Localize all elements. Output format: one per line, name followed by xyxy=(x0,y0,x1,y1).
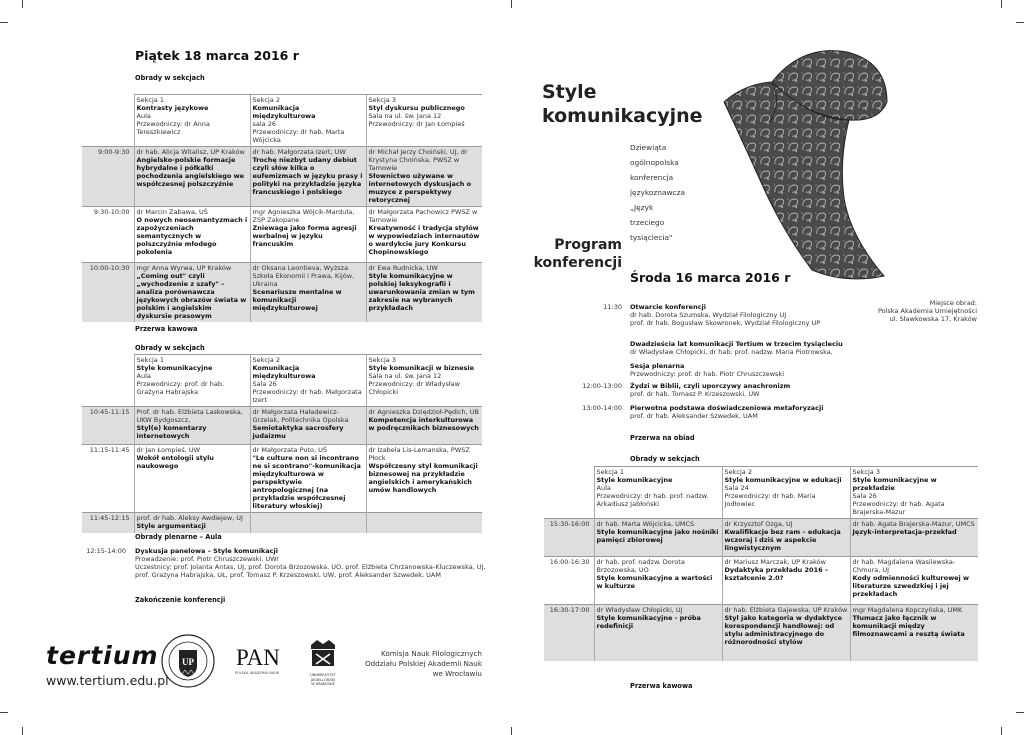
talk-cell: dr Małgorzata Puto, UŚ "Le culture non si incontrano ne si scontrano"-komunikacja międzykulturowa w perspektywie antropologicznej (na przykładzie współczesnej literatury włoskiej) xyxy=(250,445,366,513)
talk-cell: mgr Agnieszka Wójcik-Marduła, ZSP Zakopane Zniewaga jako forma agresji werbalnej w języku francuskim xyxy=(250,207,366,263)
schedule-row xyxy=(544,605,978,661)
talk-cell: dr hab. Elżbieta Gajewska, UP Kraków Styl jako kategoria w dydaktyce korespondencji handlowej: od stylu administracyjnego do różnorodności stylów xyxy=(722,605,850,661)
talk-cell: dr Małgorzata Pachowicz PWSZ w Tarnowie Kreatywność i tradycja stylów w wypowiedziach internautów o werdykcie jury Konkursu Chopinowskiego xyxy=(366,207,482,263)
talk-cell: dr hab. Agata Brajerska-Mazur, UMCS Język-interpretacja-przekład xyxy=(850,519,978,557)
section-1-header: Sekcja 1 Style komunikacyjne Aula Przewodniczy: dr hab. prof. nadzw. Arkadiusz Jabłoński xyxy=(594,467,722,519)
talk-cell: dr Władysław Chłopicki, UJ Style komunikacyjne - próba redefinicji xyxy=(594,605,722,661)
section-header-row xyxy=(82,355,482,407)
talk-cell: dr Izabela Lis-Lemanska, PWSZ Płock Współczesny styl komunikacji biznesowej na przykładzie angielskich i amerykańskich umów handlowych xyxy=(366,445,482,513)
pan-caption: POLSKA AKADEMIA NAUK xyxy=(235,671,280,675)
schedule-row xyxy=(544,519,978,557)
wednesday-title: Środa 16 marca 2016 r xyxy=(630,270,791,285)
tertium-logo: tertium xyxy=(46,641,159,670)
talk-cell: prof. dr hab. Aleksy Awdiejew, UJ Style argumentacji xyxy=(134,513,250,533)
schedule-row xyxy=(82,407,482,445)
commission-info: Komisja Nauk Filologicznych Oddziału Polskiej Akademii Nauk we Wrocławiu xyxy=(364,649,482,678)
schedule-row xyxy=(82,147,482,207)
section-1-header: Sekcja 1 Kontrasty językowe Aula Przewodniczy: dr Anna Tereszkiewicz xyxy=(134,95,250,147)
talk-cell: mgr Anna Wyrwa, UP Kraków „Coming out" czyli „wychodzenie z szafy" – analiza porównawcza językowych obrazów świata w polskim i angielskim dyskursie prasowym xyxy=(134,263,250,323)
schedule-row xyxy=(82,513,482,533)
talk-cell: mgr Magdalena Kopczyńska, UMK Tłumacz jako łącznik w komunikacji między filmoznawcami a resztą świata xyxy=(850,605,978,661)
section-3-header: Sekcja 3 Style komunikacji w biznesie Sala na ul. św. Jana 12 Przewodniczy: dr Władysław Chłopicki xyxy=(366,355,482,407)
time-slot: 12:00-13:00 xyxy=(582,382,622,390)
talk-cell: dr hab. Marta Wójcicka, UMCS Style komunikacyjne jako nośniki pamięci zbiorowej xyxy=(594,519,722,557)
talk-cell: dr Agnieszka Dziędzioł-Pędich, UB Kompetencja interkulturowa w podręcznikach biznesowych xyxy=(366,407,482,445)
talk-cell: dr hab. Alicja Witalisz, UP Kraków Angielsko-polskie formacje hybrydalne i półkalki pochodzenia angielskiego we współczesnej polszczyźnie xyxy=(134,147,250,207)
talk-cell: dr Krzysztof Ozga, UJ Kwalifikacje bez ram – edukacja wczoraj i dziś w aspekcie lingwistycznym xyxy=(722,519,850,557)
time-slot: 11:45-12:15 xyxy=(82,513,134,533)
schedule-row xyxy=(82,207,482,263)
plenary-session-block: Sesja plenarna Przewodniczy: prof. dr hab. Piotr Chruszczewski xyxy=(630,362,785,378)
coffee-break-label-2: Przerwa kawowa xyxy=(630,682,693,690)
time-slot: 15:30-16:00 xyxy=(544,519,594,557)
plenary-talk-1: Żydzi w Biblii, czyli uporczywy anachronizm prof. dr hab. Tomasz P. Krzeszowski, UW xyxy=(630,382,791,398)
plenary-panel: Dyskusja panelowa – Style komunikacji Prowadzenie: prof. Piotr Chruszczewski, UWr Uczestnicy: prof. Jolanta Antas, UJ, prof. Dorota Brzozowska, UO, prof. Elżbieta Chrzanowska-Kluczewska, UJ, prof. Grażyna Habrajska, UŁ, prof. Tomasz P. Krzeszowski, UW, prof. Aleksander Szwedek, UAM xyxy=(135,547,486,579)
pan-logo: PAN xyxy=(236,645,280,670)
time-slot: 13:00-14:00 xyxy=(582,404,622,412)
uj-caption: UNIWERSYTET JAGIELLOŃSKI W KRAKOWIE xyxy=(310,673,336,687)
uj-crest-icon xyxy=(306,637,340,671)
section-header-row xyxy=(544,467,978,519)
anniversary-block: Dwadzieścia lat komunikacji Tertium w trzecim tysiącleciu dr Władysław Chłopicki, dr hab. prof. nadzw. Maria Piotrowska, xyxy=(630,340,843,356)
schedule-row xyxy=(544,557,978,605)
tertium-url[interactable]: www.tertium.edu.pl xyxy=(46,673,169,688)
section-3-header: Sekcja 3 Style komunikacyjne w przekładzie Sala 26 Przewodniczy: dr hab. Agata Brajerska-Mazur xyxy=(850,467,978,519)
friday-schedule-morning xyxy=(82,94,482,322)
program-title: Program konferencji xyxy=(533,237,622,271)
section-1-header: Sekcja 1 Style komunikacyjne Aula Przewodniczy: prof. dr hab. Grażyna Habrajska xyxy=(134,355,250,407)
section-header-row xyxy=(82,95,482,147)
time-slot: 16:00-16:30 xyxy=(544,557,594,605)
talk-cell: dr Michał Jerzy Choiński, UJ, dr Krystyna Choińska, PWSZ w Tarnowie Słownictwo używane w internetowych dyskusjach o muzyce z perspektywy retorycznej xyxy=(366,147,482,207)
schedule-row xyxy=(82,445,482,513)
section-2-header: Sekcja 2 Komunikacja międzykulturowa Sala 26 Przewodniczy: dr hab. Małgorzata Izert xyxy=(250,355,366,407)
up-krakow-seal-icon xyxy=(160,633,216,689)
time-slot: 9:30-10:00 xyxy=(82,207,134,263)
tie-illustration xyxy=(702,42,927,282)
wednesday-schedule xyxy=(544,466,978,661)
sections-label-3: Obrady w sekcjach xyxy=(630,455,700,463)
time-slot: 10:00-10:30 xyxy=(82,263,134,323)
closing-label: Zakończenie konferencji xyxy=(135,596,226,604)
schedule-row xyxy=(82,263,482,323)
section-3-header: Sekcja 3 Styl dyskursu publicznego Sala na ul. św. Jana 12 Przewodniczy: dr Jan Łompieś xyxy=(366,95,482,147)
section-2-header: Sekcja 2 Style komunikacyjne w edukacji Sala 24 Przewodniczy: dr hab. Maria Jodłowiec xyxy=(722,467,850,519)
conference-title: Style komunikacyjne xyxy=(542,81,703,127)
time-slot: 9:00-9:30 xyxy=(82,147,134,207)
section-2-header: Sekcja 2 Komunikacja międzykulturowa sala 26 Przewodniczy: dr hab. Marta Wójcicka xyxy=(250,95,366,147)
plenary-talk-2: Pierwotna podstawa doświadczeniowa metaforyzacji prof. dr hab. Aleksander Szwedek, UAM xyxy=(630,404,824,420)
talk-cell: dr Małgorzata Haładewicz-Grzelak, Politechnika Opolska Semiotaktyka sacrosfery judaizmu xyxy=(250,407,366,445)
talk-cell xyxy=(366,513,482,533)
talk-cell: dr hab. prof. nadzw. Dorota Brzozowska, UO Style komunikacyjne a wartości w kulturze xyxy=(594,557,722,605)
talk-cell: dr Jan Łompieś, UW Wokół entologii stylu naukowego xyxy=(134,445,250,513)
plenary-time: 12:15-14:00 xyxy=(86,547,126,555)
coffee-break-label: Przerwa kawowa xyxy=(135,325,198,333)
plenary-label: Obrady plenarne – Aula xyxy=(135,533,222,541)
venue-info: Miejsce obrad: Polska Akademia Umiejętności ul. Sławkowska 17, Kraków xyxy=(877,299,977,323)
time-slot: 10:45-11:15 xyxy=(82,407,134,445)
talk-cell: dr hab. Małgorzata Izert, UW Trochę niezbyt udany debiut czyli słów kilka o eufemizmach w języku prasy i polityki na przykładzie języka francuskiego i polskiego xyxy=(250,147,366,207)
talk-cell: dr Marcin Zabawa, UŚ O nowych neosemantyzmach i zapożyczeniach semantycznych w polszczyźnie młodego pokolenia xyxy=(134,207,250,263)
conference-subtitle: Dziewiąta ogólnopolska konferencja językoznawcza „Język trzeciego tysiąclecia" xyxy=(630,143,685,242)
talk-cell: dr Ewa Rudnicka, UW Style komunikacyjne w polskiej leksykografii i uwarunkowania zmian w tym zakresie na wybranych przykładach xyxy=(366,263,482,323)
talk-cell: Prof. dr hab. Elżbieta Laskowska, UKW Bydgoszcz, Styl(e) komentarzy internetowych xyxy=(134,407,250,445)
friday-title: Piątek 18 marca 2016 r xyxy=(135,48,299,63)
lunch-label: Przerwa na obiad xyxy=(630,434,695,442)
opening-block: Otwarcie konferencji dr hab. Dorota Szumska, Wydział Filologiczny UJ prof. dr hab. Bogusław Skowronek, Wydział Filologiczny UP xyxy=(630,303,821,327)
talk-cell: dr hab. Magdalena Wasilewska-Chmura, UJ Kody odmienności kulturowej w literaturze szwedzkiej i jej przekładach xyxy=(850,557,978,605)
talk-cell xyxy=(250,513,366,533)
sections-label: Obrady w sekcjach xyxy=(135,74,205,82)
right-page xyxy=(512,0,1024,735)
time-slot: 11:15-11:45 xyxy=(82,445,134,513)
time-slot: 16:30-17:00 xyxy=(544,605,594,661)
time-slot: 11:30 xyxy=(603,303,622,311)
talk-cell: dr Mariusz Marczak, UP Kraków Dydaktyka przekładu 2016 – kształcenie 2.0? xyxy=(722,557,850,605)
sections-label-2: Obrady w sekcjach xyxy=(135,344,205,352)
talk-cell: dr Oksana Leontieva, Wyższa Szkoła Ekonomii i Prawa, Kijów, Ukraina Scenariusze mentalne w komunikacji międzykulturowej xyxy=(250,263,366,323)
svg-text:UP: UP xyxy=(182,657,194,667)
friday-schedule-late-morning xyxy=(82,354,482,533)
